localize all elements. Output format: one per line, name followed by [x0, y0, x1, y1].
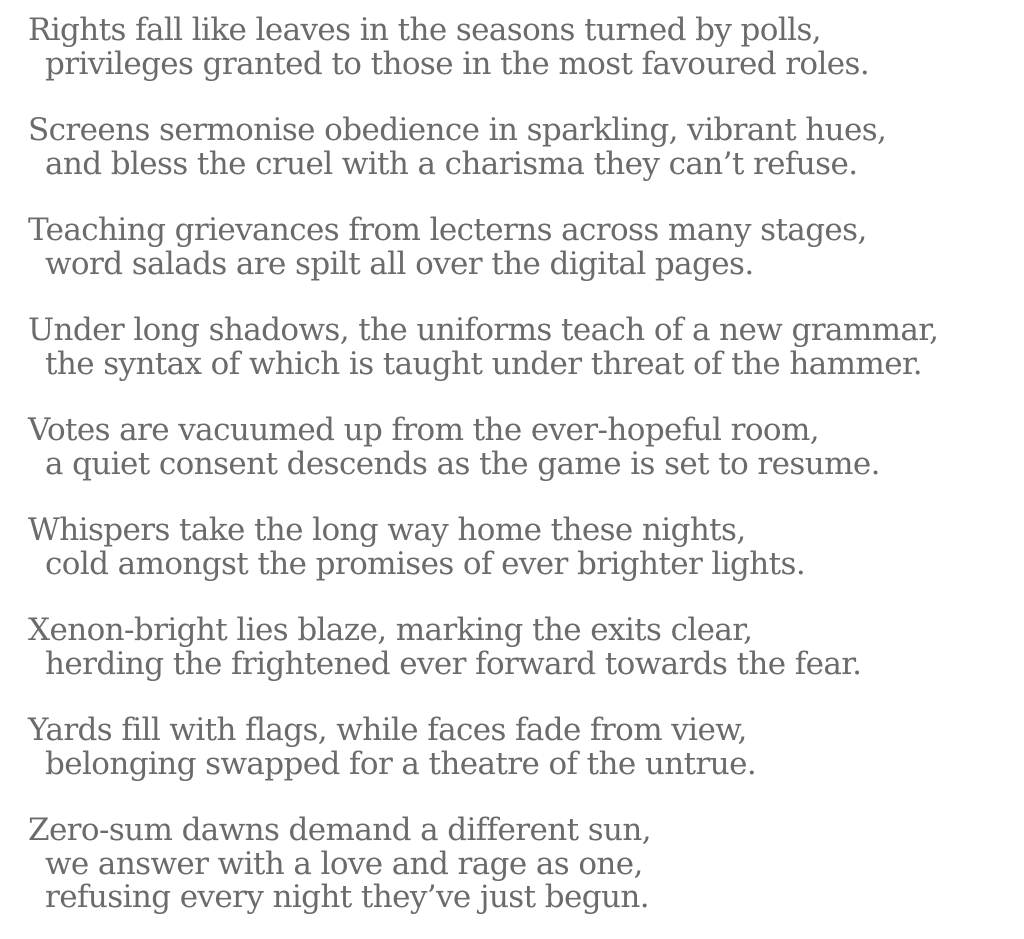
poem-line: Under long shadows, the uniforms teach of a new grammar,: [28, 312, 939, 348]
stanza: [28, 414, 1018, 481]
poem-line: herding the frightened ever forward towards the fear.: [45, 645, 862, 682]
poem-line: cold amongst the promises of ever brighter lights.: [45, 545, 806, 582]
stanza: [28, 14, 1018, 81]
stanza: [28, 114, 1018, 181]
poem-line: privileges granted to those in the most favoured roles.: [45, 45, 870, 82]
poem-line: belonging swapped for a theatre of the untrue.: [45, 745, 757, 782]
stanza: [28, 814, 1018, 915]
poem-line: and bless the cruel with a charisma they can’t refuse.: [45, 145, 858, 182]
poem-line: Yards fill with flags, while faces fade from view,: [28, 712, 747, 748]
stanza: [28, 314, 1018, 381]
poem-line: Screens sermonise obedience in sparkling, vibrant hues,: [28, 112, 887, 148]
poem-line: Votes are vacuumed up from the ever-hopeful room,: [28, 412, 820, 448]
poem-line: Whispers take the long way home these nights,: [28, 512, 746, 548]
stanza: [28, 714, 1018, 781]
poem-line: Rights fall like leaves in the seasons turned by polls,: [28, 12, 822, 48]
stanza: [28, 214, 1018, 281]
poem-line: Zero-sum dawns demand a different sun,: [28, 812, 652, 848]
stanza: [28, 514, 1018, 581]
stanza: [28, 614, 1018, 681]
poem: [28, 14, 1018, 915]
poem-line: we answer with a love and rage as one,: [45, 845, 643, 882]
poem-line: a quiet consent descends as the game is set to resume.: [45, 445, 880, 482]
poem-line: word salads are spilt all over the digital pages.: [45, 245, 754, 282]
poem-line: Teaching grievances from lecterns across many stages,: [28, 212, 867, 248]
poem-line: refusing every night they’ve just begun.: [45, 879, 649, 915]
poem-line: the syntax of which is taught under threat of the hammer.: [45, 345, 923, 382]
poem-line: Xenon-bright lies blaze, marking the exits clear,: [28, 612, 753, 648]
